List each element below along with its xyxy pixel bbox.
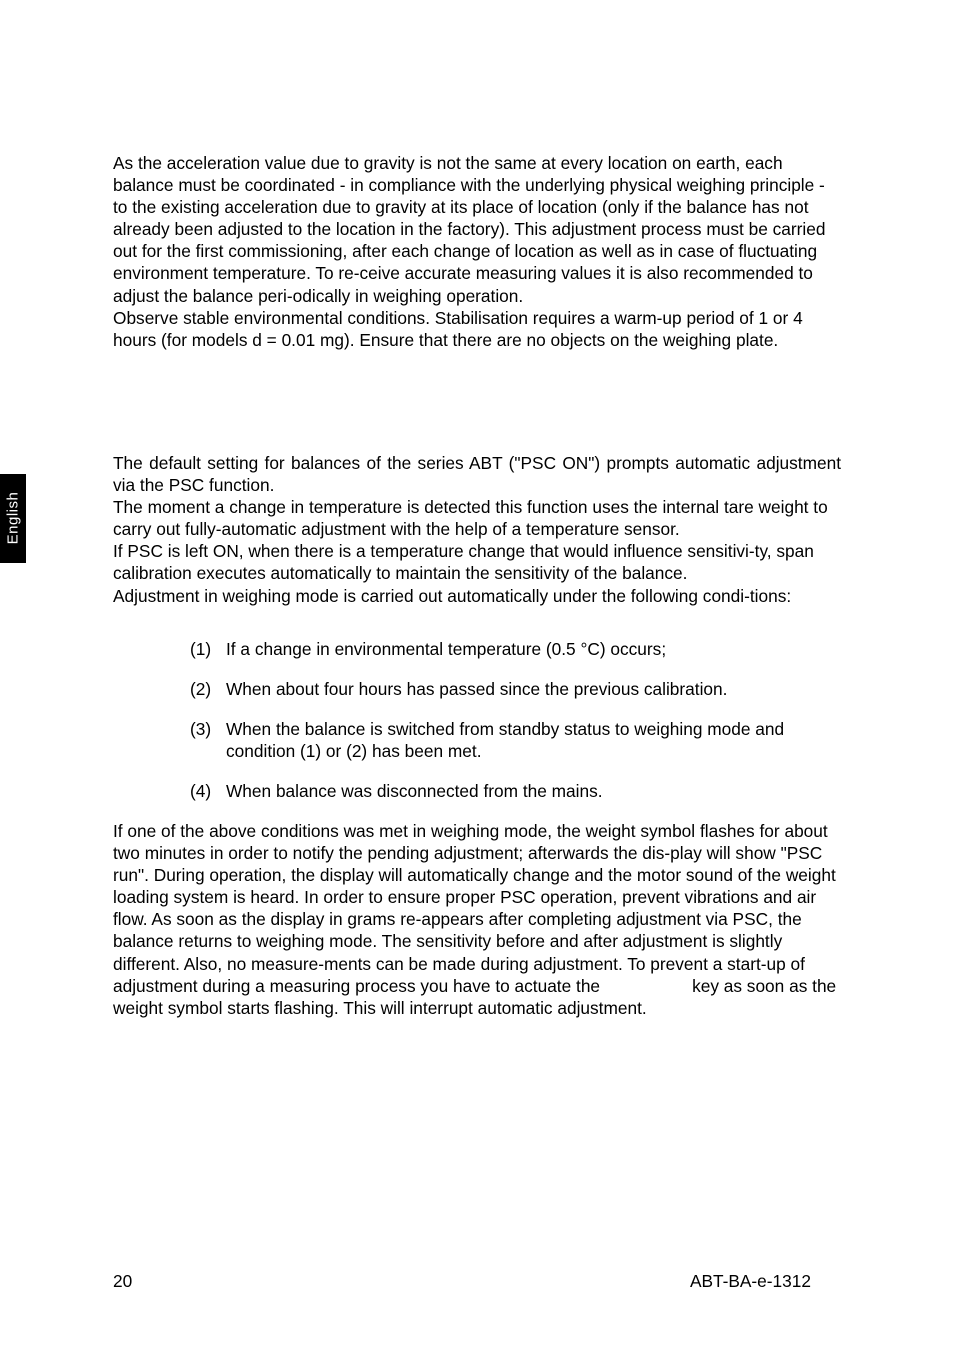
environment-paragraph: Observe stable environmental conditions. Stabilisation requires a warm-up period of 1 or 4 hours (for models d = 0.01 mg). Ensure that there are no objects on the weighing plate. bbox=[113, 307, 803, 350]
psc-operation-section bbox=[113, 820, 841, 1019]
language-tab-label: English bbox=[4, 491, 22, 545]
language-side-tab bbox=[0, 474, 26, 563]
list-item-number: (3) bbox=[190, 719, 212, 739]
document-code: ABT-BA-e-1312 bbox=[689, 1271, 811, 1291]
list-item-number: (1) bbox=[190, 639, 212, 659]
psc-conditions-intro: Adjustment in weighing mode is carried out automatically under the following condi-tions: bbox=[113, 585, 792, 606]
psc-operation-text-end: key as soon as the weight symbol starts flashing. This will interrupt automatic adjustment. bbox=[113, 975, 837, 1018]
psc-operation-paragraph bbox=[113, 820, 841, 1019]
list-item-text: When balance was disconnected from the mains. bbox=[226, 781, 603, 801]
list-item-text: If a change in environmental temperature (0.5 °C) occurs; bbox=[226, 639, 667, 659]
psc-section bbox=[113, 452, 841, 607]
gravity-paragraph: As the acceleration value due to gravity is not the same at every location on earth, each balance must be coordinated - in compliance with the underlying physical weighing principle - to the existing acceleration due to gravity at its place of location (only if the balance has not already been adjusted to the location in the factory). This adjustment process must be carried out for the first commissioning, after each change of location as well as in case of fluctuating environment temperature. To re-ceive accurate measuring values it is also recommended to adjust the balance peri-odically in weighing operation. bbox=[113, 153, 826, 306]
psc-operation-text-start: If one of the above conditions was met in weighing mode, the weight symbol flashes for about two minutes in order to notify the pending adjustment; afterwards the dis-play will show "PSC run". During operation, the display will automatically change and the motor sound of the weight loading system is heard. In order to ensure proper PSC operation, prevent vibrations and air flow. As soon as the display in grams re-appears after completing adjustment via PSC, the balance returns to weighing mode. The sensitivity before and after adjustment is slightly different. Also, no measure-ments can be made during adjustment. To prevent a start-up of adjustment during a measuring process you have to actuate the bbox=[113, 821, 836, 996]
list-item-text: When about four hours has passed since the previous calibration. bbox=[226, 679, 728, 699]
psc-temperature-paragraph: The moment a change in temperature is detected this function uses the internal tare weight to carry out fully-automatic adjustment with the help of a temperature sensor. bbox=[113, 497, 828, 540]
page-number: 20 bbox=[113, 1271, 133, 1291]
list-item-text: When the balance is switched from standby status to weighing mode and condition (1) or (2) has been met. bbox=[226, 719, 785, 762]
list-item-number: (4) bbox=[190, 781, 212, 801]
psc-on-paragraph: If PSC is left ON, when there is a temperature change that would influence sensitivi-ty, span calibration executes automatically to maintain the sensitivity of the balance. bbox=[113, 541, 814, 584]
adjustment-intro-section bbox=[113, 152, 841, 351]
list-item-number: (2) bbox=[190, 679, 212, 699]
psc-default-paragraph: The default setting for balances of the series ABT ("PSC ON") prompts automatic adjustment via the PSC function. bbox=[113, 453, 841, 496]
